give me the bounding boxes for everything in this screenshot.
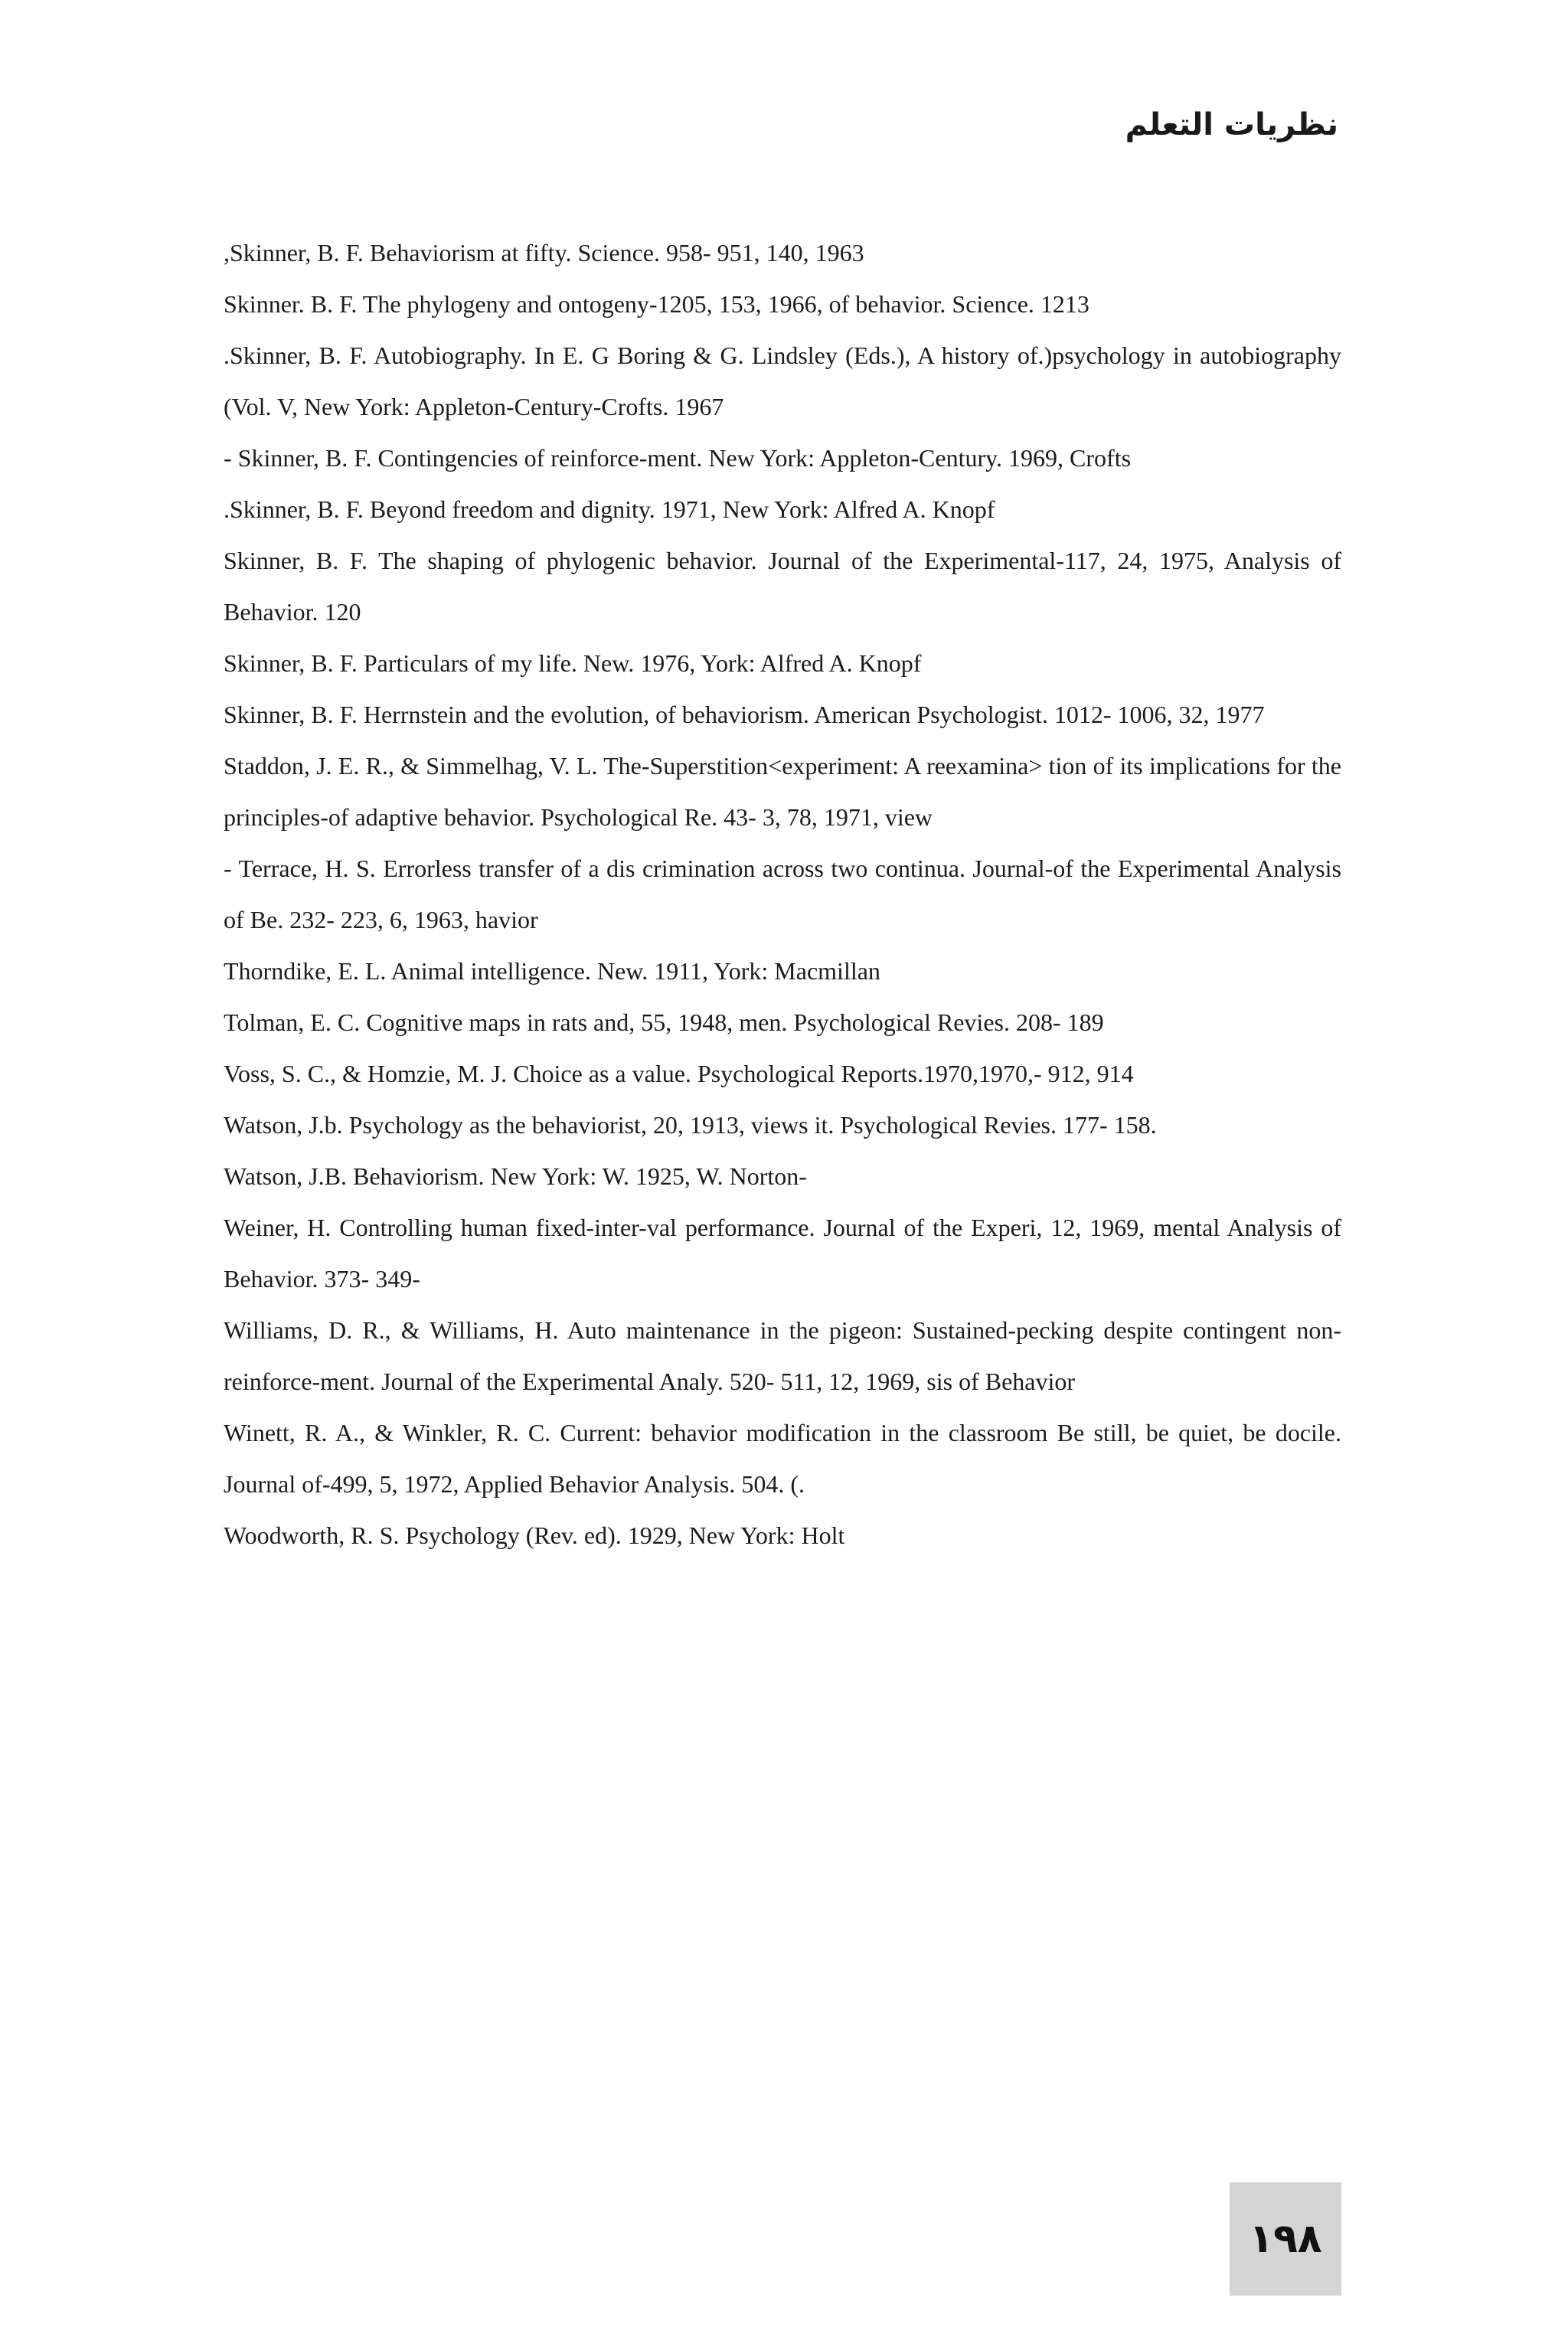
reference-entry: Watson, J.B. Behaviorism. New York: W. 1925, W. Norton-: [224, 1162, 807, 1190]
reference-entry: Winett, R. A., & Winkler, R. C. Current: behavior modification in the classroom Be still, be quiet, be docile. Journal of-499, 5, 1972, Applied Behavior Analysis. 504. (.: [224, 1419, 1341, 1498]
page-header-title: نظريات التعلم: [1125, 107, 1338, 142]
reference-entry: Skinner, B. F. Herrnstein and the evolution, of behaviorism. American Psychologist. 1012- 1006, 32, 1977: [224, 701, 1265, 728]
reference-entry: Staddon, J. E. R., & Simmelhag, V. L. The-Superstition<experiment: A reexamina> tion of its implications for the principles-of adaptive behavior. Psychological Re. 43- 3, 78, 1971, view: [224, 752, 1341, 831]
reference-entry: .Skinner, B. F. Autobiography. In E. G Boring & G. Lindsley (Eds.), A history of.)psychology in autobiography (Vol. V, New York: Appleton-Century-Crofts. 1967: [224, 342, 1341, 420]
reference-entry: Thorndike, E. L. Animal intelligence. New. 1911, York: Macmillan: [224, 957, 880, 985]
reference-entry: Tolman, E. C. Cognitive maps in rats and, 55, 1948, men. Psychological Revies. 208- 189: [224, 1008, 1104, 1036]
reference-entry: ,Skinner, B. F. Behaviorism at fifty. Science. 958- 951, 140, 1963: [224, 239, 864, 266]
reference-entry: - Skinner, B. F. Contingencies of reinforce-ment. New York: Appleton-Century. 1969, Crofts: [224, 444, 1132, 472]
reference-entry: Woodworth, R. S. Psychology (Rev. ed). 1929, New York: Holt: [224, 1521, 845, 1549]
reference-entry: - Terrace, H. S. Errorless transfer of a dis crimination across two continua. Journal-of the Experimental Analysis of Be. 232- 223, 6, 1963, havior: [224, 855, 1341, 933]
reference-entry: Skinner, B. F. Particulars of my life. New. 1976, York: Alfred A. Knopf: [224, 649, 922, 677]
reference-list: [224, 227, 1341, 1561]
reference-entry: Weiner, H. Controlling human fixed-inter-val performance. Journal of the Experi, 12, 1969, mental Analysis of Behavior. 373- 349-: [224, 1214, 1341, 1293]
page-number: ١٩٨: [1249, 2216, 1322, 2262]
page-number-box: [1230, 2182, 1341, 2296]
reference-entry: Skinner. B. F. The phylogeny and ontogeny-1205, 153, 1966, of behavior. Science. 1213: [224, 290, 1089, 318]
reference-entry: Voss, S. C., & Homzie, M. J. Choice as a value. Psychological Reports.1970,1970,- 912, 914: [224, 1060, 1134, 1087]
reference-entry: Watson, J.b. Psychology as the behaviorist, 20, 1913, views it. Psychological Revies. 177- 158.: [224, 1111, 1157, 1139]
reference-entry: Skinner, B. F. The shaping of phylogenic behavior. Journal of the Experimental-117, 24, 1975, Analysis of Behavior. 120: [224, 547, 1341, 626]
reference-entry: Williams, D. R., & Williams, H. Auto maintenance in the pigeon: Sustained-pecking despite contingent non-reinforce-ment. Journal of the Experimental Analy. 520- 511, 12, 1969, sis of Behavior: [224, 1316, 1341, 1395]
reference-entry: .Skinner, B. F. Beyond freedom and dignity. 1971, New York: Alfred A. Knopf: [224, 495, 995, 523]
